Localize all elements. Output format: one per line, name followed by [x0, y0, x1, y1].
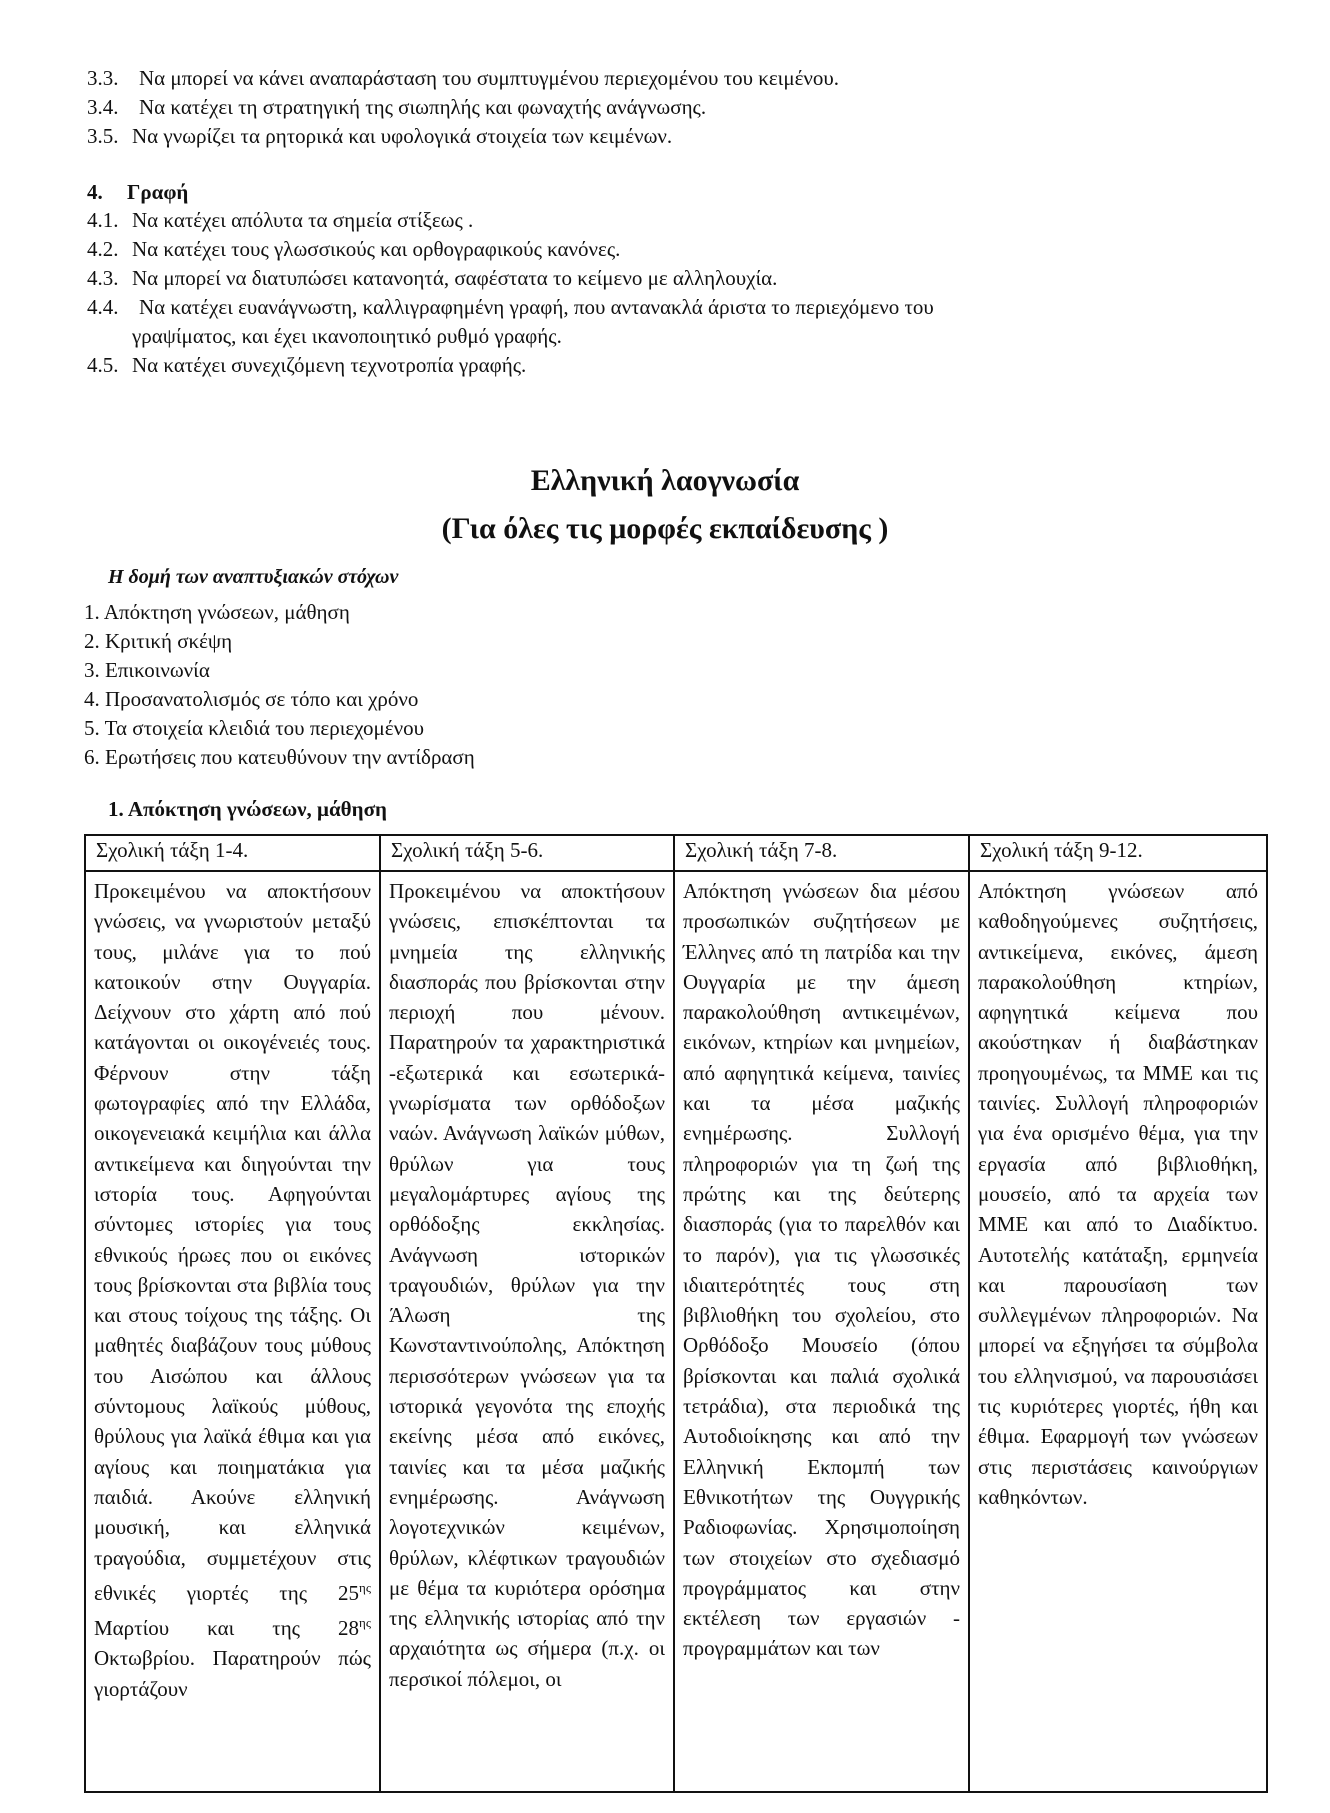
item-text: Να κατέχει απόλυτα τα σημεία στίξεως .: [132, 208, 474, 232]
item-text: Να κατέχει τη στρατηγική της σιωπηλής και φωναχτής ανάγνωσης.: [139, 95, 707, 119]
list-item-3-4: [87, 93, 706, 122]
item-number: 3.4.: [87, 95, 119, 119]
list-item-3-3: [87, 64, 839, 93]
table-row: [85, 871, 1267, 1792]
item-text: Να κατέχει ευανάγνωστη, καλλιγραφημένη γραφή, που αντανακλά άριστα το περιεχόμενο του: [139, 295, 934, 319]
item-number: 4.4.: [87, 295, 119, 319]
ordinal-suffix: ης: [359, 1579, 371, 1595]
structure-item: 5. Τα στοιχεία κλειδιά του περιεχομένου: [84, 716, 425, 740]
structure-heading: Η δομή των αναπτυξιακών στόχων: [108, 566, 399, 588]
cell-text: Απόκτηση γνώσεων δια μέσου προσωπικών συζητήσεων με Έλληνες από τη πατρίδα και την Ουγγαρία με την άμεση παρακολούθηση αντικειμένων, εικόνων, κτηρίων και μνημείων, από αφηγητικά κείμενα, ταινίες και τα μέσα μαζικής ενημέρωσης. Συλλογή πληροφοριών για τη ζωή της πρώτης και της δεύτερης διασποράς (για το παρελθόν και το παρόν), για τις γλωσσικές ιδιαιτερότητές τους στη βιβλιοθήκη του σχολείου, στο Ορθόδοξο Μουσείο (όπου βρίσκονται και παλιά σχολικά τετράδια), στα περιοδικά της Αυτοδιοίκησης και από την Ελληνική Εκπομπή των Εθνικοτήτων της Ουγγρικής Ραδιοφωνίας. Χρησιμοποίηση των στοιχείων στο σχεδιασμό προγράμματος και στην εκτέλεση των εργασιών - προγραμμάτων και των: [683, 879, 960, 1661]
cell-text: Προκειμένου να αποκτήσουν γνώσεις, επισκέπτονται τα μνημεία της ελληνικής διασποράς που βρίσκονται στην περιοχή που μένουν. Παρατηρούν τα χαρακτηριστικά -εξωτερικά και εσωτερικά- γνωρίσματα των ορθόδοξων ναών. Ανάγνωση λαϊκών μύθων, θρύλων για τους μεγαλομάρτυρες αγίους της ορθόδοξης εκκλησίας. Ανάγνωση ιστορικών τραγουδιών, θρύλων για την Άλωση της Κωνσταντινούπολης, Απόκτηση περισσότερων γνώσεων για τα ιστορικά γεγονότα της εποχής εκείνης μέσα από εικόνες, ταινίες και τα μέσα μαζικής ενημέρωσης. Ανάγνωση λογοτεχνικών κειμένων, θρύλων, κλέφτικων τραγουδιών με θέμα τα κυριότερα ορόσημα της ελληνικής ιστορίας από την αρχαιότητα ως σήμερα (π.χ. οι περσικοί πόλεμοι, οι: [389, 879, 665, 1691]
cell-text: Απόκτηση γνώσεων από καθοδηγούμενες συζητήσεις, αντικείμενα, εικόνες, άμεση παρακολούθηση κτηρίων, αφηγητικά κείμενα που ακούστηκαν ή διαβάστηκαν προηγουμένως, τα ΜΜΕ και τις ταινίες. Συλλογή πληροφοριών για ένα ορισμένο θέμα, για την εργασία από βιβλιοθήκη, μουσείο, από τα αρχεία των ΜΜΕ και από το Διαδίκτυο. Αυτοτελής κατάταξη, ερμηνεία και παρουσίαση των συλλεγμένων πληροφοριών. Να μπορεί να εξηγήσει τα σύμβολα του ελληνισμού, να παρουσιάσει τις κυριότερες γιορτές, ήθη και έθιμα. Εφαρμογή των γνώσεων στις περιστάσεις καινούργιων καθηκόντων.: [978, 879, 1258, 1509]
page-subtitle: (Για όλες τις μορφές εκπαίδευσης ): [441, 512, 889, 545]
table-header-row: [85, 835, 1267, 871]
cell-text-part: Οκτωβρίου. Παρατηρούν πώς γιορτάζουν: [94, 1646, 371, 1701]
item-text: Να γνωρίζει τα ρητορικά και υφολογικά στοιχεία των κειμένων.: [132, 124, 673, 148]
table-heading: 1. Απόκτηση γνώσεων, μάθηση: [108, 797, 387, 821]
item-number: 4.3.: [87, 266, 119, 290]
table-cell-grade-1-4: [85, 871, 380, 1792]
column-header: Σχολική τάξη 1-4.: [85, 835, 380, 871]
page-title: Ελληνική λαογνωσία: [530, 464, 800, 497]
item-text: Να κατέχει συνεχιζόμενη τεχνοτροπία γραφής.: [132, 353, 527, 377]
ordinal-suffix: ης: [359, 1615, 371, 1631]
item-number: 4.1.: [87, 208, 119, 232]
structure-item: 1. Απόκτηση γνώσεων, μάθηση: [84, 600, 350, 624]
structure-item: 2. Κριτική σκέψη: [84, 629, 233, 653]
table-cell-grade-5-6: [380, 871, 674, 1792]
objectives-table: [84, 834, 1268, 1793]
structure-item: 6. Ερωτήσεις που κατευθύνουν την αντίδραση: [84, 745, 475, 769]
item-text: Να κατέχει τους γλωσσικούς και ορθογραφικούς κανόνες.: [132, 237, 621, 261]
heading-number: 4.: [87, 180, 103, 204]
item-text: Να μπορεί να διατυπώσει κατανοητά, σαφέστατα το κείμενο με αλληλουχία.: [132, 266, 778, 290]
cell-text-part: Μαρτίου και της 28: [94, 1616, 360, 1641]
item-number: 4.2.: [87, 237, 119, 261]
item-text-continuation: γραψίματος, και έχει ικανοποιητικό ρυθμό γραφής.: [132, 324, 562, 348]
item-text: Να μπορεί να κάνει αναπαράσταση του συμπτυγμένου περιεχομένου του κειμένου.: [139, 66, 840, 90]
list-item-4-2: [87, 235, 620, 264]
structure-item: 4. Προσανατολισμός σε τόπο και χρόνο: [84, 687, 419, 711]
item-number: 4.5.: [87, 353, 119, 377]
list-item-4-4: [87, 293, 934, 322]
cell-text-part: Προκειμένου να αποκτήσουν γνώσεις, να γνωριστούν μεταξύ τους, μιλάνε για το πού κατοικούν στην Ουγγαρία. Δείχνουν στο χάρτη από πού κατάγονται οι οικογένειές τους. Φέρνουν στην τάξη φωτογραφίες από την Ελλάδα, οικογενειακά κειμήλια και άλλα αντικείμενα και διηγούνται την ιστορία τους. Αφηγούνται σύντομες ιστορίες για τους εθνικούς ήρωες που οι εικόνες τους βρίσκονται στα βιβλία τους και στους τοίχους της τάξης. Οι μαθητές διαβάζουν τους μύθους του Αισώπου και άλλους σύντομους λαϊκούς μύθους, θρύλους για λαϊκά έθιμα και για αγίους και ποιηματάκια για παιδιά. Ακούνε ελληνική μουσική, και ελληνικά τραγούδια, συμμετέχουν στις εθνικές γιορτές της 25: [94, 879, 371, 1605]
list-item-4-5: [87, 351, 526, 380]
list-item-4-3: [87, 264, 777, 293]
item-number: 3.5.: [87, 124, 119, 148]
column-header: Σχολική τάξη 7-8.: [674, 835, 969, 871]
column-header: Σχολική τάξη 5-6.: [380, 835, 674, 871]
list-item-3-5: [87, 122, 672, 151]
table-cell-grade-9-12: [969, 871, 1267, 1792]
heading-text: Γραφή: [127, 180, 189, 204]
section-heading-writing: [87, 180, 188, 205]
list-item-4-1: [87, 206, 473, 235]
structure-item: 3. Επικοινωνία: [84, 658, 210, 682]
cell-text: [94, 876, 371, 1704]
list-item-4-4-continuation: [132, 322, 562, 351]
column-header: Σχολική τάξη 9-12.: [969, 835, 1267, 871]
item-number: 3.3.: [87, 66, 119, 90]
table-cell-grade-7-8: [674, 871, 969, 1792]
